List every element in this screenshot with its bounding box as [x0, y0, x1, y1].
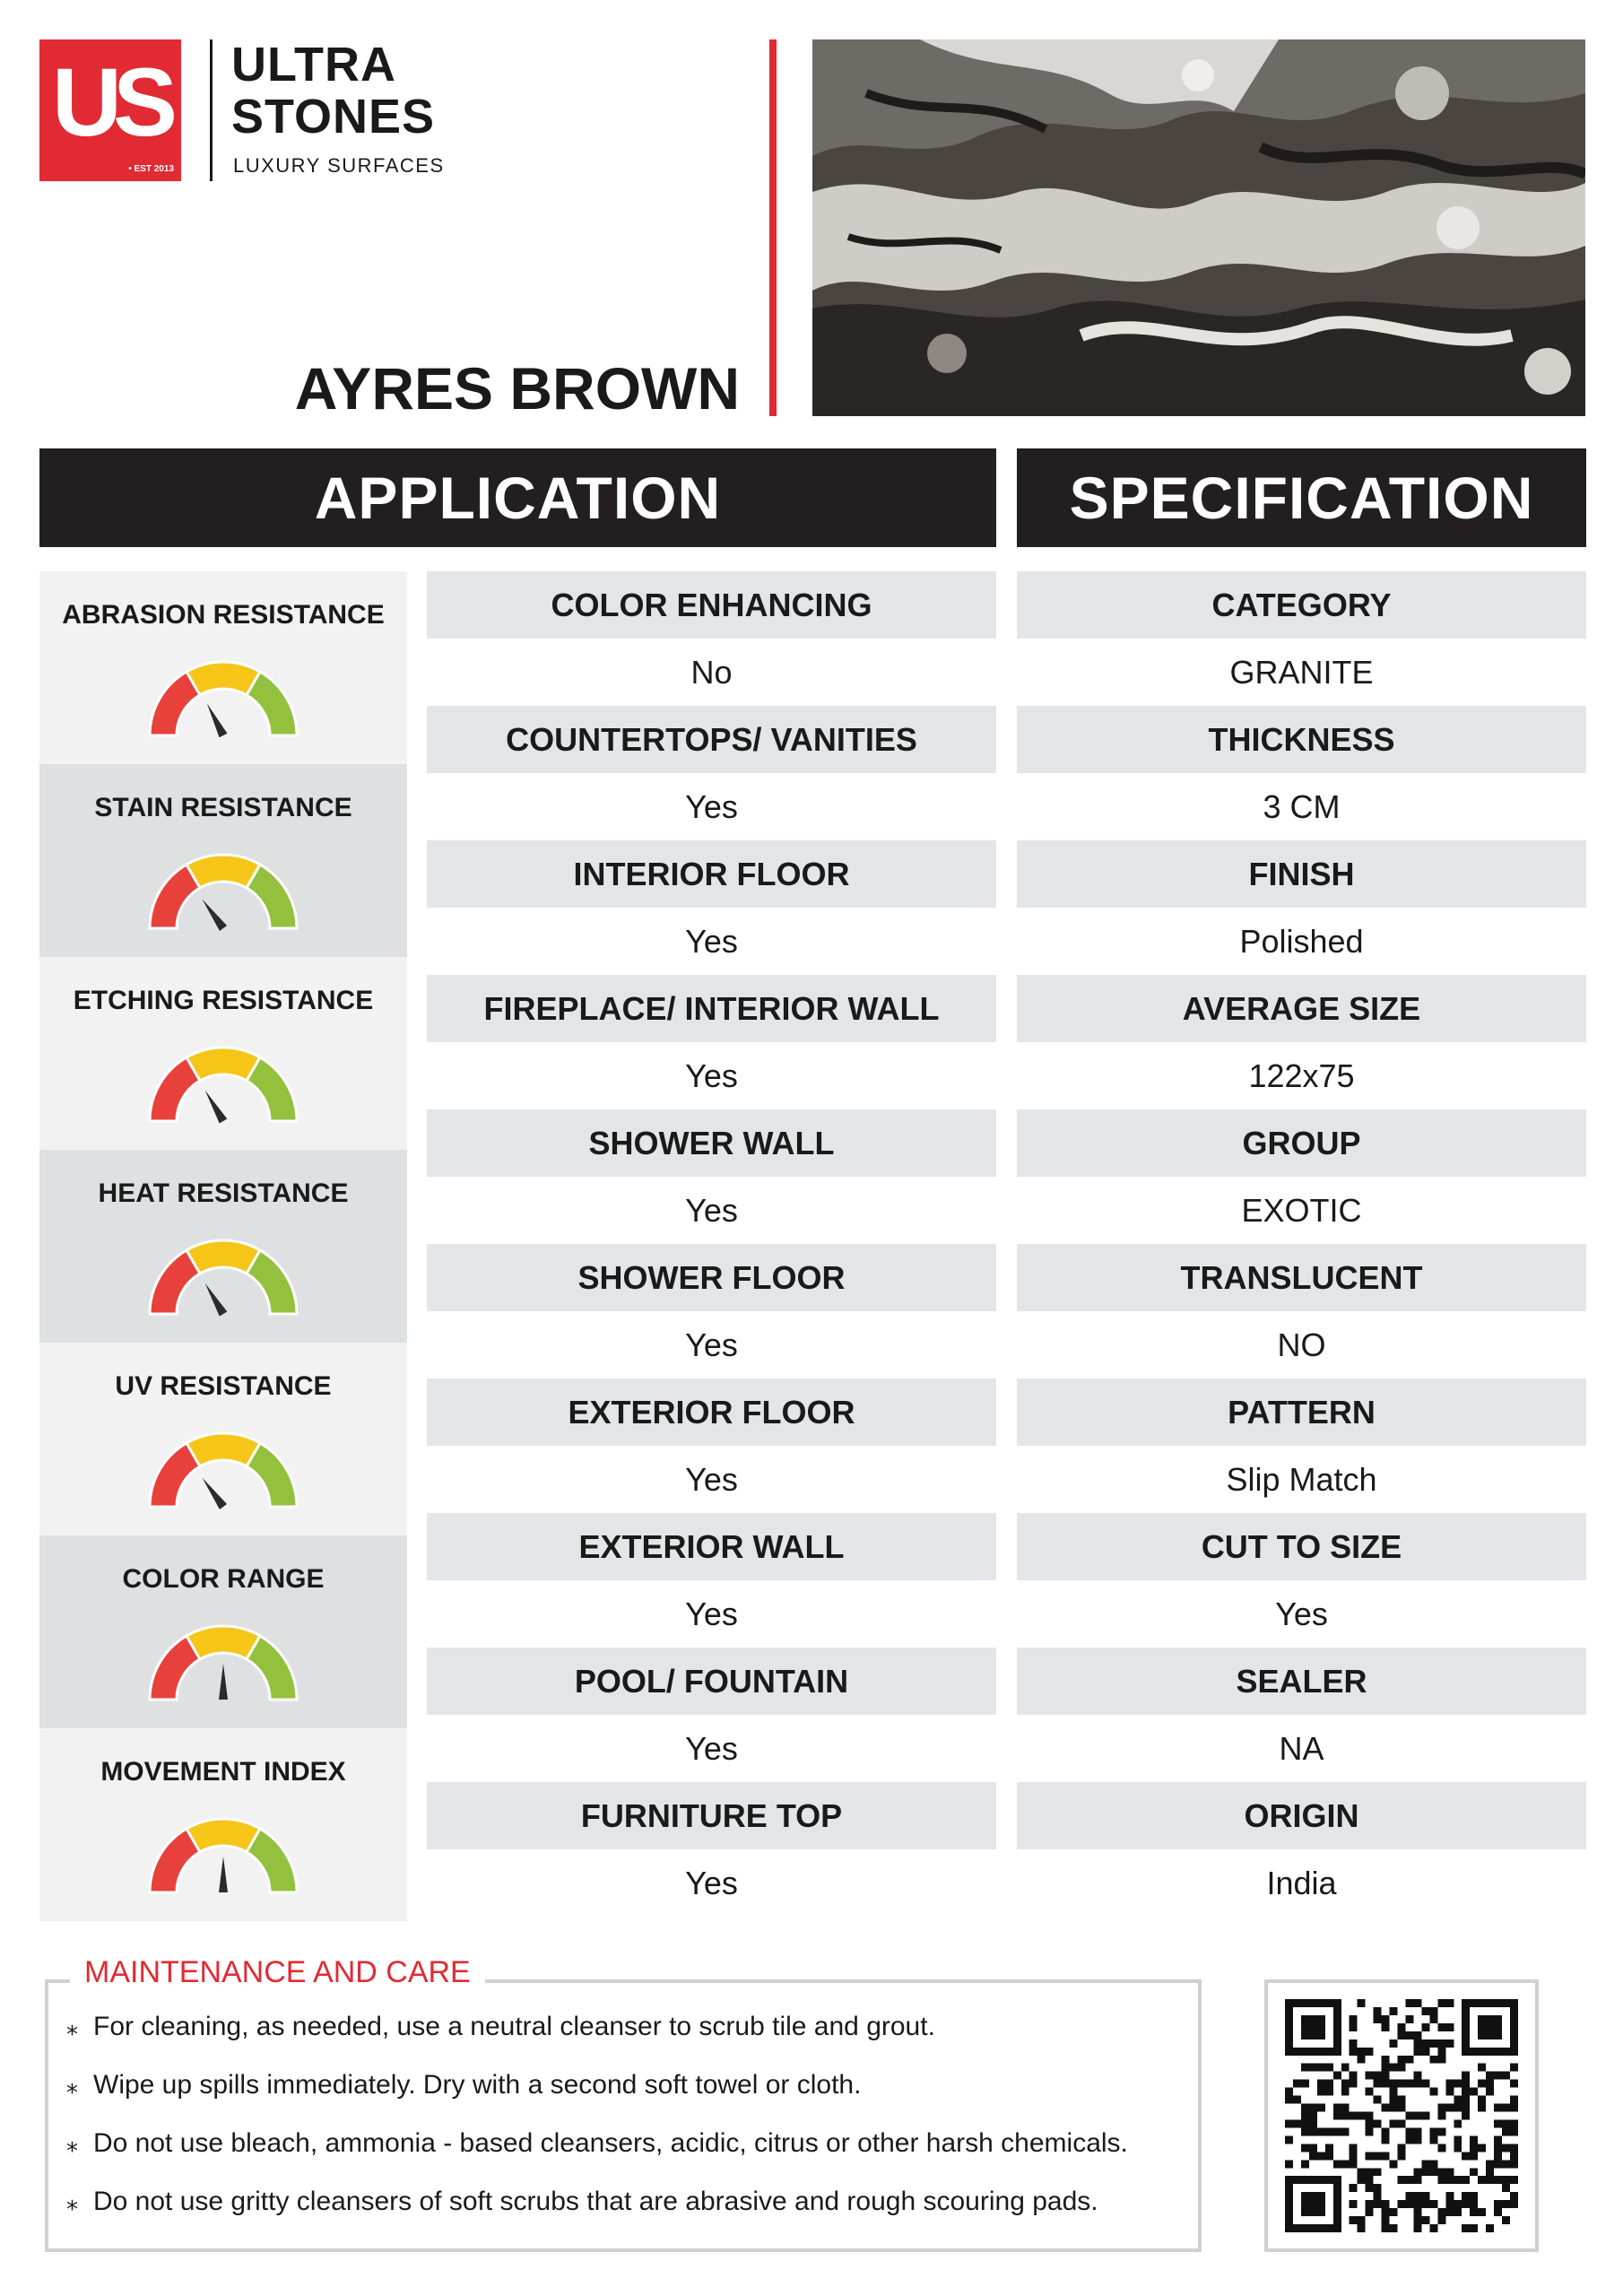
application-label: FURNITURE TOP	[427, 1782, 996, 1849]
application-value: Yes	[427, 1580, 996, 1648]
specification-label: THICKNESS	[1017, 706, 1586, 773]
application-row	[427, 840, 996, 975]
accent-bar	[769, 39, 777, 416]
specification-label: FINISH	[1017, 840, 1586, 908]
gauge-needle	[219, 1857, 228, 1892]
gauge-icon	[147, 659, 299, 742]
qr-code[interactable]	[1264, 1979, 1539, 2252]
application-label: INTERIOR FLOOR	[427, 840, 996, 908]
gauge-icon	[147, 1431, 299, 1513]
gauge-needle	[202, 900, 227, 931]
application-value: Yes	[427, 1715, 996, 1782]
specification-label: GROUP	[1017, 1109, 1586, 1177]
specification-label: AVERAGE SIZE	[1017, 975, 1586, 1042]
bullet-icon: ⁎	[66, 2013, 78, 2040]
specification-value: Polished	[1017, 908, 1586, 975]
gauge-needle	[219, 1664, 228, 1700]
specification-value: GRANITE	[1017, 639, 1586, 706]
rating-row	[39, 1535, 407, 1728]
application-row	[427, 1109, 996, 1244]
application-label: SHOWER FLOOR	[427, 1244, 996, 1311]
application-row	[427, 1244, 996, 1378]
specification-row	[1017, 840, 1586, 975]
application-value: No	[427, 639, 996, 706]
application-row	[427, 1378, 996, 1513]
specification-label: CATEGORY	[1017, 571, 1586, 639]
specification-value: NO	[1017, 1311, 1586, 1378]
application-row	[427, 1648, 996, 1782]
gauge-needle	[202, 1478, 227, 1509]
rating-row	[39, 571, 407, 764]
maintenance-item	[66, 2005, 1187, 2063]
bullet-icon: ⁎	[66, 2072, 78, 2099]
application-row	[427, 1782, 996, 1917]
specification-label: PATTERN	[1017, 1378, 1586, 1446]
specification-value: 3 CM	[1017, 773, 1586, 840]
specification-row	[1017, 1378, 1586, 1513]
rating-label: ETCHING RESISTANCE	[73, 986, 374, 1015]
rating-row	[39, 1728, 407, 1921]
application-value: Yes	[427, 1311, 996, 1378]
specification-label: TRANSLUCENT	[1017, 1244, 1586, 1311]
rating-row	[39, 1343, 407, 1535]
application-row	[427, 571, 996, 706]
application-row	[427, 1513, 996, 1648]
maintenance-text: Do not use bleach, ammonia - based cleansers, acidic, citrus or other harsh chemicals.	[93, 2128, 1128, 2158]
specification-value: EXOTIC	[1017, 1177, 1586, 1244]
rating-label: STAIN RESISTANCE	[94, 793, 352, 822]
maintenance-title: MAINTENANCE AND CARE	[70, 1955, 485, 1990]
application-value: Yes	[427, 908, 996, 975]
brand-name-line1: ULTRA	[231, 38, 396, 91]
gauge-icon	[147, 852, 299, 935]
maintenance-list	[66, 2005, 1187, 2238]
logo-est: • EST 2013	[128, 164, 174, 174]
maintenance-item	[66, 2121, 1187, 2179]
gauge-needle	[205, 1283, 228, 1317]
rating-label: COLOR RANGE	[122, 1564, 325, 1594]
application-value: Yes	[427, 773, 996, 840]
specification-row	[1017, 1109, 1586, 1244]
stone-sample-image	[812, 39, 1585, 416]
rating-row	[39, 957, 407, 1150]
specification-label: CUT TO SIZE	[1017, 1513, 1586, 1580]
maintenance-text: Wipe up spills immediately. Dry with a second soft towel or cloth.	[93, 2070, 862, 2100]
application-row	[427, 975, 996, 1109]
rating-label: HEAT RESISTANCE	[98, 1178, 349, 1208]
specification-label: ORIGIN	[1017, 1782, 1586, 1849]
gauge-needle	[205, 1091, 228, 1124]
logo-divider	[210, 39, 213, 181]
rating-label: ABRASION RESISTANCE	[62, 600, 385, 630]
application-label: COLOR ENHANCING	[427, 571, 996, 639]
ratings-column	[39, 571, 407, 1921]
application-label: SHOWER WALL	[427, 1109, 996, 1177]
brand-name-line2: STONES	[231, 90, 436, 144]
specification-value: Slip Match	[1017, 1446, 1586, 1513]
bullet-icon: ⁎	[66, 2188, 78, 2215]
application-header: APPLICATION	[39, 448, 996, 547]
application-label: EXTERIOR WALL	[427, 1513, 996, 1580]
gauge-needle	[207, 703, 228, 737]
specification-value: India	[1017, 1849, 1586, 1917]
specification-value: 122x75	[1017, 1042, 1586, 1109]
product-title: AYRES BROWN	[294, 355, 740, 422]
gauge-icon	[147, 1816, 299, 1899]
maintenance-text: For cleaning, as needed, use a neutral cleanser to scrub tile and grout.	[93, 2012, 935, 2041]
bullet-icon: ⁎	[66, 2130, 78, 2157]
specification-value: NA	[1017, 1715, 1586, 1782]
gauge-icon	[147, 1238, 299, 1320]
gauge-icon	[147, 1045, 299, 1127]
specification-label: SEALER	[1017, 1648, 1586, 1715]
specification-row	[1017, 1782, 1586, 1917]
application-label: COUNTERTOPS/ VANITIES	[427, 706, 996, 773]
application-value: Yes	[427, 1042, 996, 1109]
rating-row	[39, 764, 407, 957]
specification-row	[1017, 1244, 1586, 1378]
application-label: FIREPLACE/ INTERIOR WALL	[427, 975, 996, 1042]
brand-tagline: LUXURY SURFACES	[233, 154, 445, 177]
specification-table	[1017, 571, 1586, 1917]
rating-row	[39, 1150, 407, 1343]
specification-row	[1017, 975, 1586, 1109]
rating-label: MOVEMENT INDEX	[100, 1757, 346, 1787]
brand-logo	[39, 39, 181, 181]
specification-row	[1017, 1648, 1586, 1782]
gauge-icon	[147, 1623, 299, 1706]
qr-code-icon	[1284, 1999, 1519, 2232]
maintenance-item	[66, 2063, 1187, 2121]
specification-row	[1017, 571, 1586, 706]
specification-row	[1017, 1513, 1586, 1648]
application-value: Yes	[427, 1849, 996, 1917]
maintenance-text: Do not use gritty cleansers of soft scrubs that are abrasive and rough scouring pads.	[93, 2187, 1098, 2216]
application-label: EXTERIOR FLOOR	[427, 1378, 996, 1446]
specification-header: SPECIFICATION	[1017, 448, 1586, 547]
specification-value: Yes	[1017, 1580, 1586, 1648]
application-value: Yes	[427, 1177, 996, 1244]
logo-monogram: US	[51, 48, 169, 156]
application-row	[427, 706, 996, 840]
application-value: Yes	[427, 1446, 996, 1513]
specification-row	[1017, 706, 1586, 840]
application-table	[427, 571, 996, 1917]
maintenance-item	[66, 2179, 1187, 2238]
application-label: POOL/ FOUNTAIN	[427, 1648, 996, 1715]
rating-label: UV RESISTANCE	[115, 1371, 332, 1401]
